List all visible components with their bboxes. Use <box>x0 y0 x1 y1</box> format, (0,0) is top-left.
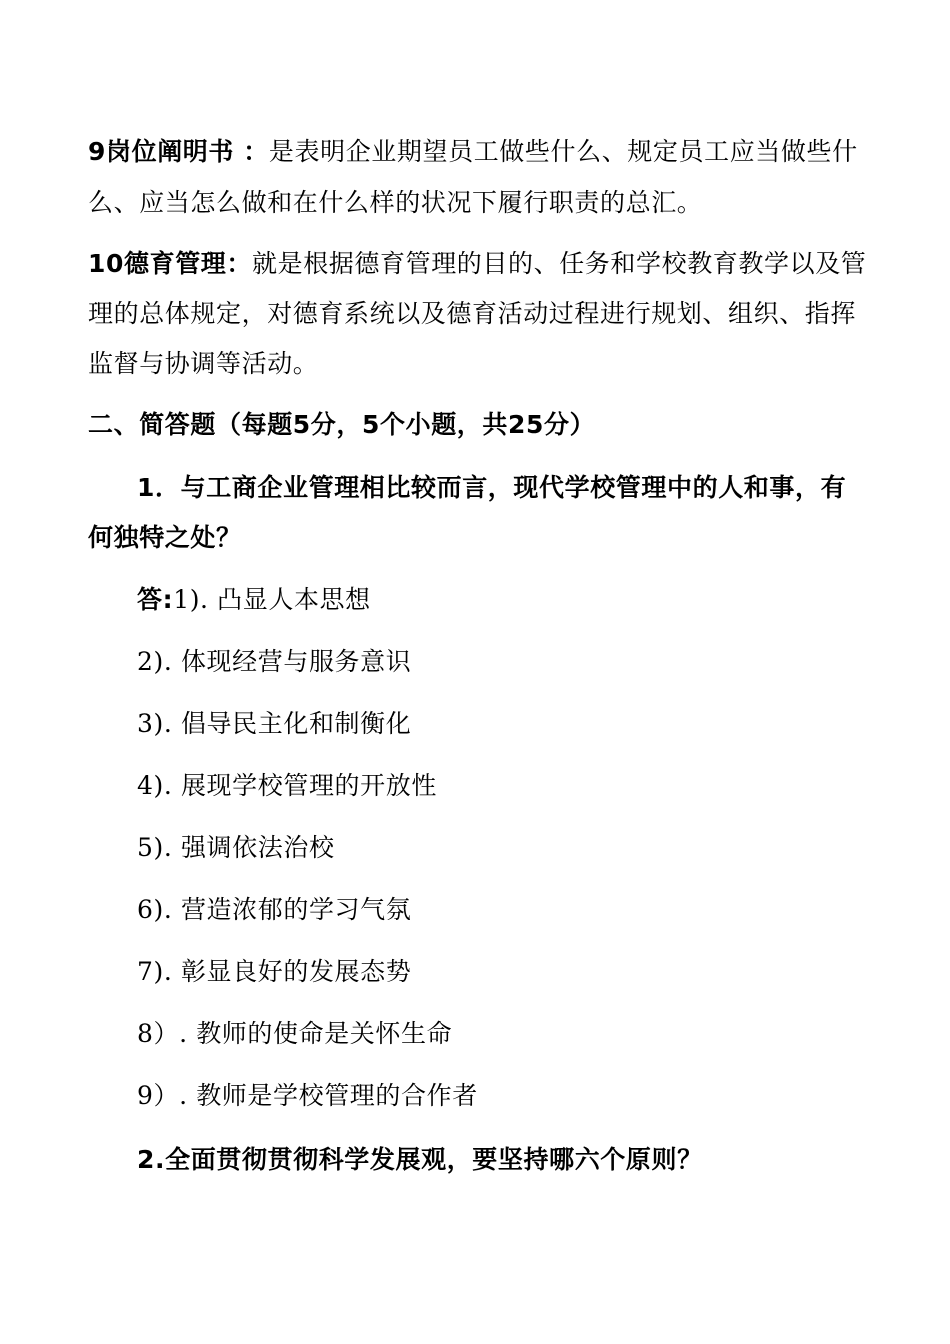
question-1-line-2: 何独特之处？ <box>88 523 242 552</box>
answer-item-3: 3). 倡导民主化和制衡化 <box>137 709 412 738</box>
definition-9-line-1 <box>88 136 858 168</box>
definition-9-term: 9岗位阐明书 ： <box>88 137 269 166</box>
answer-item-8: 8）. 教师的使命是关怀生命 <box>137 1019 453 1048</box>
definition-10-text-1: 就是根据德育管理的目的、任务和学校教育教学以及管 <box>252 249 867 278</box>
definition-10-line-2: 理的总体规定，对德育系统以及德育活动过程进行规划、组织、指挥 <box>88 299 857 328</box>
answer-item-2: 2). 体现经营与服务意识 <box>137 647 412 676</box>
answer-item-5: 5). 强调依法治校 <box>137 833 335 862</box>
answer-label: 答: <box>137 585 174 614</box>
answer-item-1 <box>137 584 371 616</box>
question-1-line-1: 1．与工商企业管理相比较而言，现代学校管理中的人和事，有 <box>137 473 847 502</box>
answer-item-7: 7). 彰显良好的发展态势 <box>137 957 412 986</box>
definition-10-line-3: 监督与协调等活动。 <box>88 349 319 378</box>
section-heading: 二、简答题（每题5分，5个小题，共25分） <box>88 410 596 439</box>
answer-item-4: 4). 展现学校管理的开放性 <box>137 771 437 800</box>
answer-text-1: 1). 凸显人本思想 <box>173 585 371 614</box>
definition-9-text-1: 是表明企业期望员工做些什么、规定员工应当做些什 <box>268 137 858 166</box>
definition-10-term: 10德育管理： <box>88 249 252 278</box>
question-2: 2.全面贯彻贯彻科学发展观，要坚持哪六个原则？ <box>137 1145 703 1174</box>
answer-item-6: 6). 营造浓郁的学习气氛 <box>137 895 412 924</box>
definition-9-line-2: 么、应当怎么做和在什么样的状况下履行职责的总汇。 <box>88 188 703 217</box>
definition-10-line-1 <box>88 248 866 280</box>
answer-item-9: 9）. 教师是学校管理的合作者 <box>137 1081 478 1110</box>
